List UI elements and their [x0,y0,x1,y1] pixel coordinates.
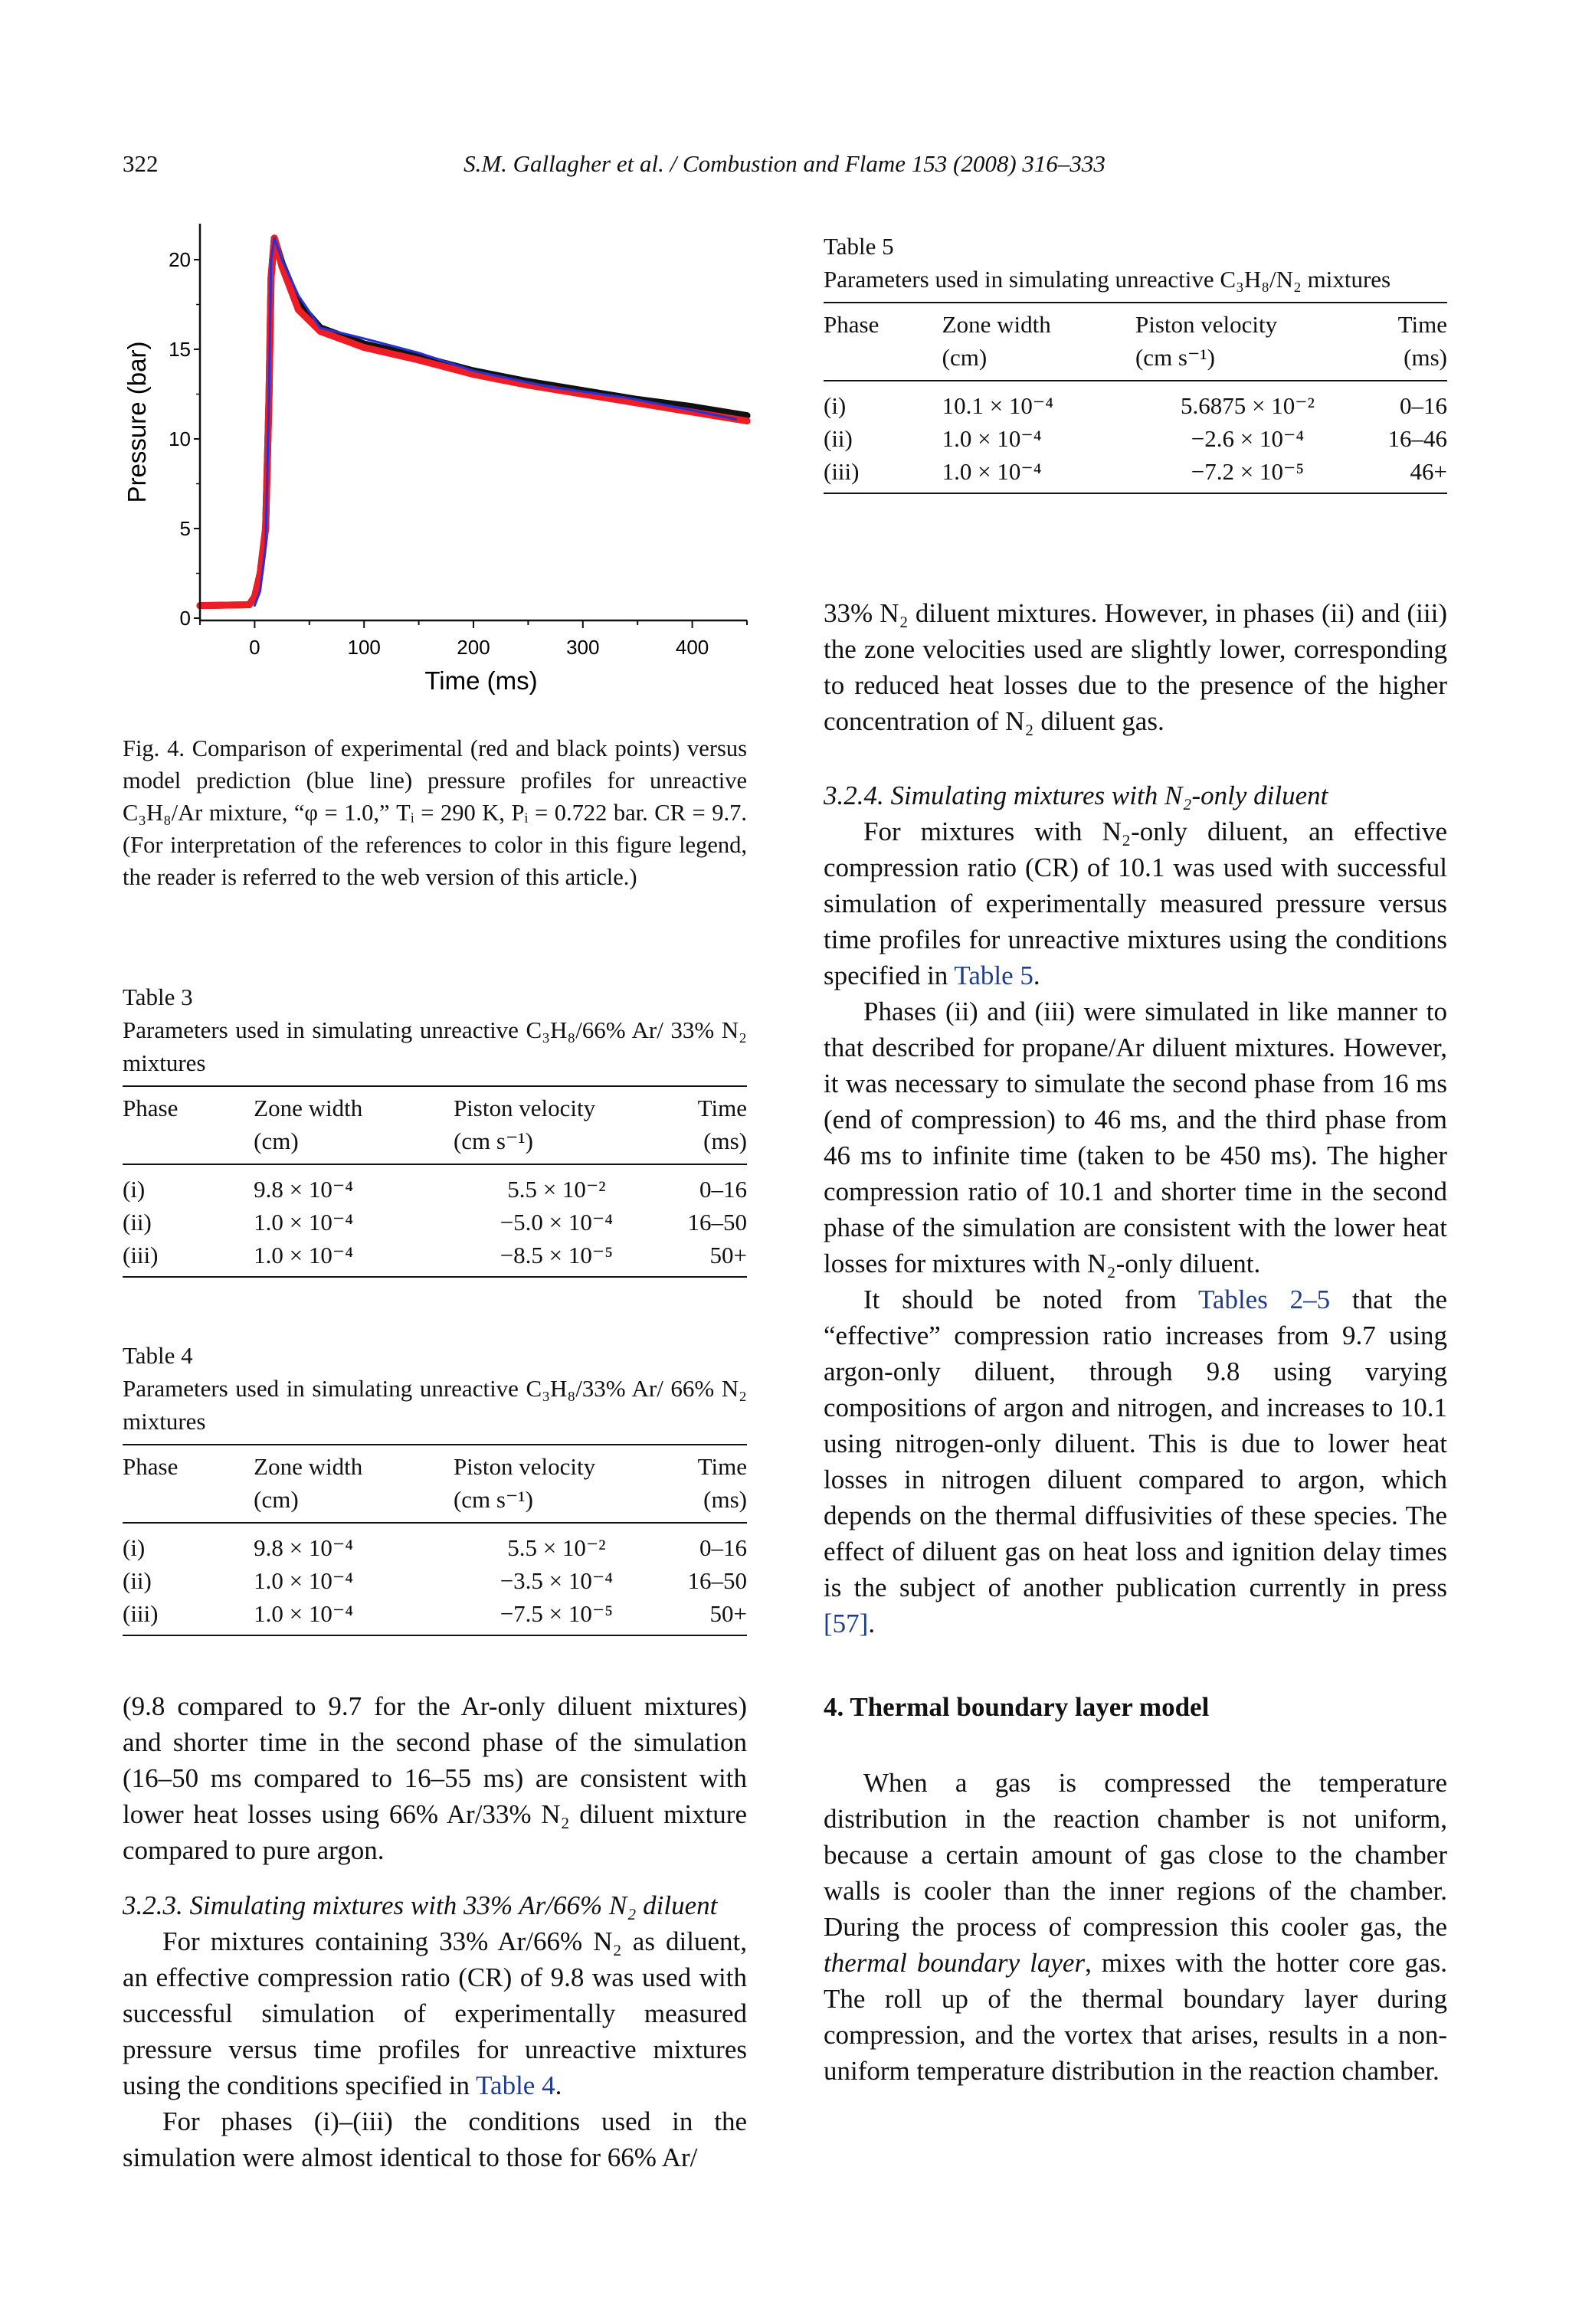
column-header: (ms) [1360,341,1447,381]
column-header [824,341,942,381]
table-cell: 1.0 × 10⁻⁴ [254,1567,354,1594]
section-heading-3-2-3: 3.2.3. Simulating mixtures with 33% Ar/66% N₂ diluent [123,1890,718,1920]
table-cell: (i) [123,1176,146,1203]
data-point-red [744,417,751,424]
table-cell: 1.0 × 10⁻⁴ [254,1209,354,1236]
page-number: 322 [123,150,159,177]
series-red-line [200,238,747,606]
paragraph [123,1923,747,2103]
table-3-label: Table 3 [123,984,193,1010]
table-row [824,455,1447,493]
table-5-label: Table 5 [824,233,894,260]
column-header: (ms) [660,1124,747,1164]
table-row [123,1239,747,1277]
x-tick-label: 0 [249,636,260,659]
paragraph: Phases (ii) and (iii) were simulated in like manner to that described for propane/Ar diluent mixtures. However, it was necessary to simulate the second phase from 16 ms (end of compression) to 46 ms, and the third phase from 46 ms to infinite time (taken to be 450 ms). The higher compression ratio of 10.1 and shorter time in the second phase of the simulation are consistent with the lower heat losses for mixtures with N₂-only diluent. [824,997,1447,1278]
column-header: (ms) [660,1483,747,1523]
text: . [555,2070,562,2100]
table-cell: 5.6875 × 10⁻² [1181,392,1315,419]
reference-57-link[interactable]: [57] [824,1609,869,1638]
table-cell: (iii) [824,455,942,493]
table-cell: 16–50 [687,1209,747,1236]
table-cell: 1.0 × 10⁻⁴ [942,425,1042,452]
table-3-grid [123,1085,747,1278]
data-point-red [295,306,302,313]
column-header: Zone width [254,1445,454,1483]
series-black-line [200,238,747,606]
column-header: Time [660,1445,747,1483]
table-5-link[interactable]: Table 5 [954,961,1033,990]
table-cell: −7.2 × 10⁻⁵ [1135,455,1360,493]
text: , mixes with the hotter core gas. The roll up of the thermal boundary layer during compression, and the vortex that arises, results in a non-uniform temperature distribution in the reaction chamber. [824,1948,1447,2086]
table-4 [123,1339,747,1636]
text: For mixtures containing 33% Ar/66% N₂ as diluent, an effective compression ratio (CR) of 9.8 was used with successful simulation of experimentally measured pressure versus time profiles for unreactive mixtures using the conditions specified in [123,1926,747,2100]
table-row [123,1523,747,1564]
table-4-label: Table 4 [123,1342,193,1369]
table-cell: (ii) [123,1567,152,1594]
table-5-title: Parameters used in simulating unreactive C₃H₈/N₂ mixtures [824,266,1391,293]
data-point-red [415,357,422,364]
table-4-title: Parameters used in simulating unreactive C₃H₈/33% Ar/ 66% N₂ mixtures [123,1375,747,1435]
column-header: Piston velocity [454,1086,660,1124]
table-cell: −3.5 × 10⁻⁴ [500,1567,614,1594]
column-header: Phase [123,1445,254,1483]
table-cell: 0–16 [1400,392,1447,419]
table-cell: 46+ [1360,455,1447,493]
table-cell: 50+ [660,1597,747,1635]
right-column-text [824,595,1447,2089]
y-tick-label: 15 [169,338,191,361]
table-3-title: Parameters used in simulating unreactive C₃H₈/66% Ar/ 33% N₂ mixtures [123,1016,747,1076]
table-cell: 9.8 × 10⁻⁴ [254,1534,354,1561]
column-header: (cm s⁻¹) [1135,341,1360,381]
table-cell: 1.0 × 10⁻⁴ [254,1239,454,1277]
column-header: (cm) [254,1124,454,1164]
table-cell: 0–16 [699,1176,747,1203]
y-axis-title: Pressure (bar) [123,341,151,503]
x-tick-label: 200 [457,636,490,659]
table-row [123,1164,747,1206]
emphasis: thermal boundary layer [824,1948,1086,1978]
table-cell: (i) [824,392,847,419]
paragraph [824,813,1447,993]
table-cell: 0–16 [699,1534,747,1561]
table-cell: −8.5 × 10⁻⁵ [454,1239,660,1277]
table-cell: (i) [123,1534,146,1561]
x-tick-label: 300 [566,636,600,659]
table-cell: 9.8 × 10⁻⁴ [254,1176,354,1203]
table-4-link[interactable]: Table 4 [476,2070,555,2100]
table-cell: 50+ [660,1239,747,1277]
left-column-text [123,1688,747,2175]
column-header: (cm) [942,341,1135,381]
paragraph [824,1281,1447,1642]
column-header: (cm s⁻¹) [454,1124,660,1164]
table-cell: 5.5 × 10⁻² [507,1176,606,1203]
table-cell: 5.5 × 10⁻² [507,1534,606,1561]
column-header [123,1483,254,1523]
table-cell: (ii) [824,425,853,452]
table-cell: 1.0 × 10⁻⁴ [942,455,1135,493]
text: It should be noted from [863,1285,1198,1314]
section-heading-3-2-4: 3.2.4. Simulating mixtures with N₂-only diluent [824,781,1328,810]
x-tick-label: 100 [347,636,381,659]
table-cell: 16–50 [687,1567,747,1594]
paragraph [824,1765,1447,2089]
y-tick-label: 5 [179,517,191,540]
column-header: Time [660,1086,747,1124]
text: For mixtures with N₂-only diluent, an effective compression ratio (CR) of 10.1 was used with successful simulation of experimentally measured pressure versus time profiles for unreactive mixtures using the conditions specified in [824,817,1447,990]
text: that the “effective” compression ratio increases from 9.7 using argon-only diluent, through 9.8 using varying compositions of argon and nitrogen, and increases to 10.1 using nitrogen-only diluent. This is due to lower heat losses in nitrogen diluent compared to argon, which depends on the thermal diffusivities of these species. The effect of diluent gas on heat loss and ignition delay times is the subject of another publication currently in press [824,1285,1447,1602]
table-cell: (ii) [123,1209,152,1236]
column-header: Piston velocity [1135,303,1360,341]
table-cell: 10.1 × 10⁻⁴ [942,392,1054,419]
text: . [868,1609,876,1638]
series-blue-line [254,238,735,606]
table-cell: 16–46 [1387,425,1447,452]
x-tick-label: 400 [675,636,709,659]
table-cell: −2.6 × 10⁻⁴ [1191,425,1305,452]
y-tick-label: 10 [169,427,191,450]
column-header: Time [1360,303,1447,341]
table-5-grid [824,302,1447,494]
paragraph: For phases (i)–(iii) the conditions used in the simulation were almost identical to those for 66% Ar/ [123,2106,747,2172]
text: . [1033,961,1040,990]
figure-4-caption: Fig. 4. Comparison of experimental (red and black points) versus model prediction (blue line) pressure profiles for unreactive C₃H₈/Ar mixture, “φ = 1.0,” Tᵢ = 290 K, Pᵢ = 0.722 bar. CR = 9.7. (For interpretation of the references to color in this figure legend, the reader is referred to the web version of this article.) [123,735,747,890]
table-row [824,422,1447,455]
section-heading-4: 4. Thermal boundary layer model [824,1692,1210,1722]
y-tick-label: 20 [169,248,191,271]
running-title: S.M. Gallagher et al. / Combustion and Flame 153 (2008) 316–333 [463,150,1106,177]
text: When a gas is compressed the temperature distribution in the reaction chamber is not uniform, because a certain amount of gas close to the chamber walls is cooler than the inner regions of the chamber. During the process of compression this cooler gas, the [824,1768,1447,1942]
table-cell: −7.5 × 10⁻⁵ [454,1597,660,1635]
column-header: (cm) [254,1483,454,1523]
table-cell: 1.0 × 10⁻⁴ [254,1597,454,1635]
table-row [123,1597,747,1635]
column-header: Phase [824,303,942,341]
table-3 [123,980,747,1278]
paragraph: 33% N₂ diluent mixtures. However, in phases (ii) and (iii) the zone velocities used are slightly lower, corresponding to reduced heat losses due to the presence of the higher concentration of N₂ diluent gas. [824,598,1447,736]
column-header [123,1124,254,1164]
paragraph: (9.8 compared to 9.7 for the Ar-only diluent mixtures) and shorter time in the second phase of the simulation (16–50 ms compared to 16–55 ms) are consistent with lower heat losses using 66% Ar/33% N₂ diluent mixture compared to pure argon. [123,1691,747,1865]
column-header: Zone width [942,303,1135,341]
table-4-grid [123,1444,747,1636]
data-point-red [361,344,368,351]
figure-4-chart [115,218,758,705]
column-header: Piston velocity [454,1445,660,1483]
table-row [123,1206,747,1239]
table-5 [824,230,1447,494]
data-point-red [246,601,253,608]
column-header: Zone width [254,1086,454,1124]
column-header: (cm s⁻¹) [454,1483,660,1523]
table-cell: (iii) [123,1239,254,1277]
table-cell: −5.0 × 10⁻⁴ [500,1209,614,1236]
x-axis-title: Time (ms) [424,666,538,695]
column-header: Phase [123,1086,254,1124]
y-tick-label: 0 [179,607,191,630]
table-cell: (iii) [123,1597,254,1635]
tables-2-5-link[interactable]: Tables 2–5 [1197,1285,1331,1314]
table-row [123,1564,747,1597]
table-row [824,381,1447,422]
